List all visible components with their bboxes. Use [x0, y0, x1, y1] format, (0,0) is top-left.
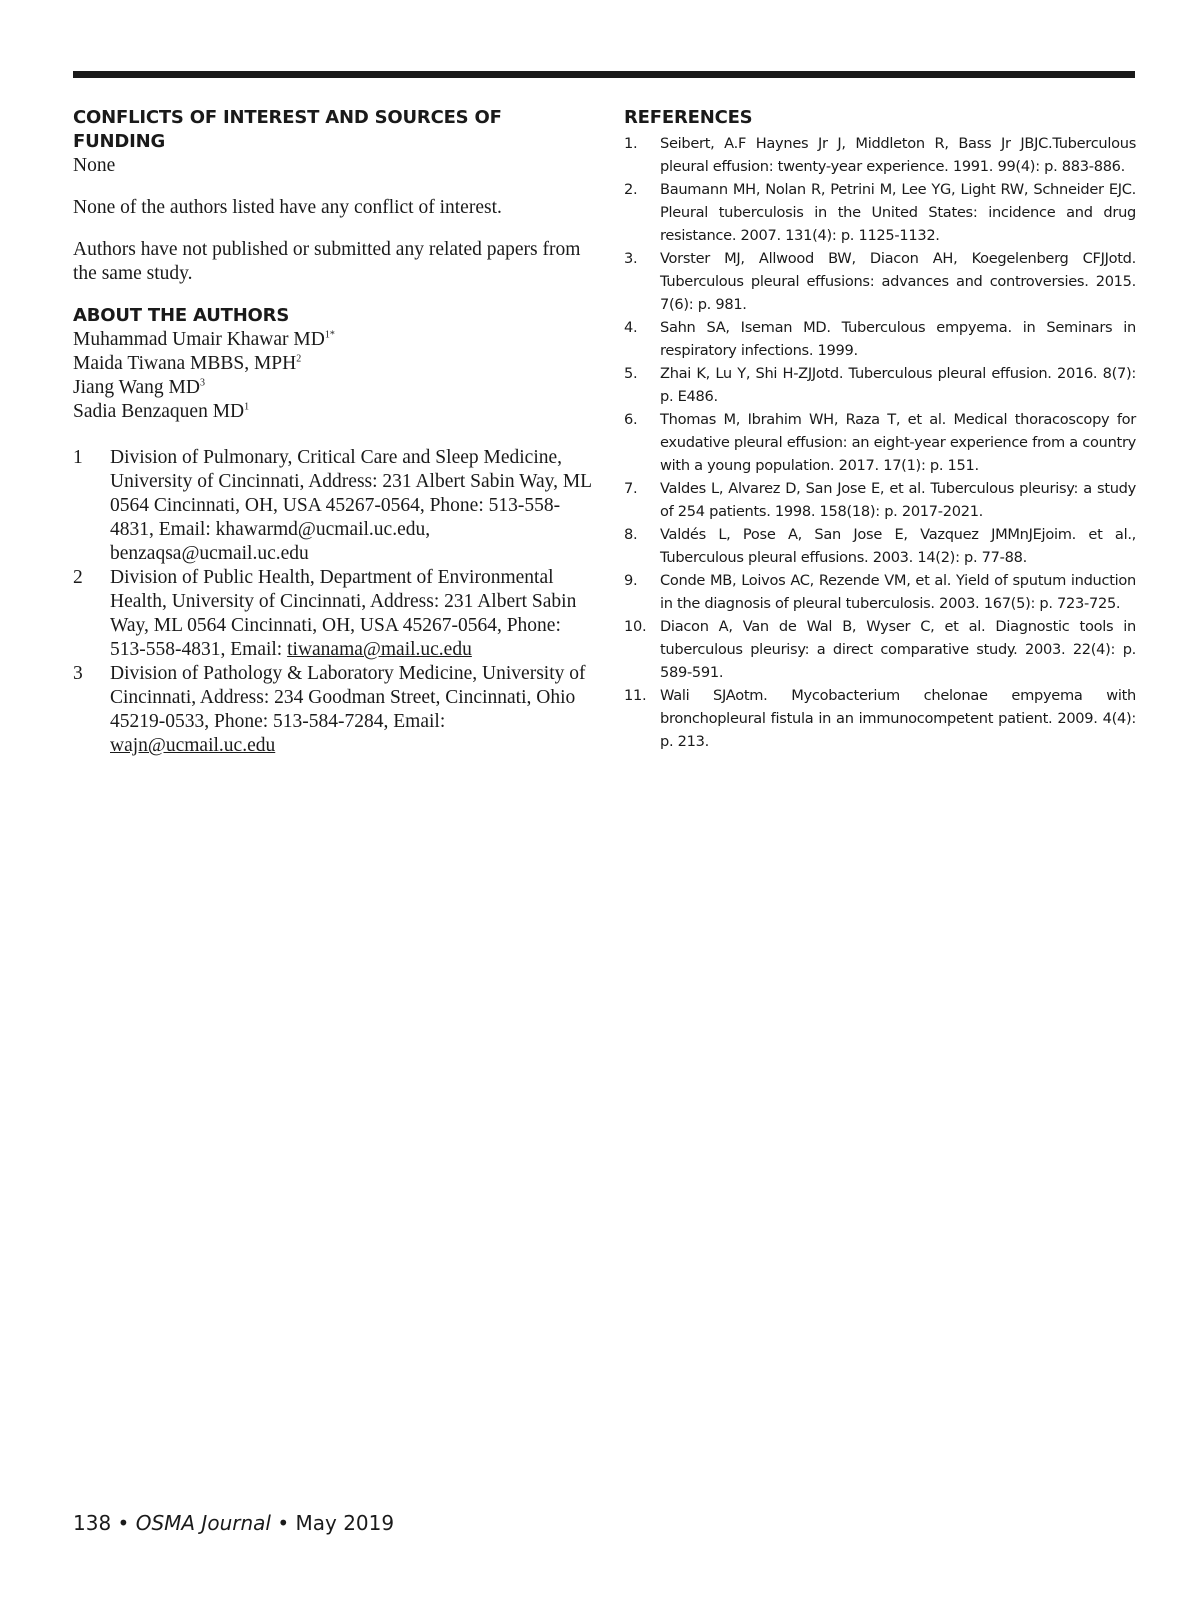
reference-text: Conde MB, Loivos AC, Rezende VM, et al. Yield of sputum induction in the diagnosis of pleural tuberculosis. 2003. 167(5): p. 723-725. — [660, 572, 1136, 612]
reference-number: 8. — [624, 526, 638, 543]
affiliation-text: Division of Pulmonary, Critical Care and Sleep Medicine, University of Cincinnati, Address: 231 Albert Sabin Way, ML 0564 Cincinnati, OH, USA 45267-0564, Phone: 513-558-4831, Email: khawarmd@ucmail.uc.edu, benzaqsa@ucmail.uc.edu — [110, 447, 592, 564]
reference-item — [624, 408, 1136, 477]
about-authors-heading: ABOUT THE AUTHORS — [73, 305, 290, 326]
issue-date: May 2019 — [295, 1511, 395, 1535]
affiliation-item — [73, 446, 593, 566]
reference-item — [624, 615, 1136, 684]
reference-text: Thomas M, Ibrahim WH, Raza T, et al. Medical thoracoscopy for exudative pleural effusion: an eight-year experience from a country with a young population. 2017. 17(1): p. 151. — [660, 411, 1136, 474]
affiliation-text: Division of Public Health, Department of Environmental Health, University of Cincinnati, Address: 231 Albert Sabin Way, ML 0564 Cincinnati, OH, USA 45267-0564, Phone: 513-558-4831, Email: tiwanama@mail.uc.edu — [110, 567, 577, 660]
reference-text: Baumann MH, Nolan R, Petrini M, Lee YG, Light RW, Schneider EJC. Pleural tuberculosis in the United States: incidence and drug resistance. 2007. 131(4): p. 1125-1132. — [660, 181, 1136, 244]
author-name: Jiang Wang $MD^3$ — [73, 377, 205, 398]
conflicts-paragraph: Authors have not published or submitted any related papers from the same study. — [73, 239, 581, 284]
conflicts-paragraph: None — [73, 155, 116, 176]
footer-bullet: • — [277, 1511, 290, 1535]
author-superscript: 2 — [296, 353, 302, 365]
conflicts-heading: CONFLICTS OF INTEREST AND SOURCES OF FUNDING — [73, 107, 502, 152]
author-name: Maida Tiwana MBBS, MPH$^2$ — [73, 353, 302, 374]
reference-item — [624, 178, 1136, 247]
reference-item — [624, 523, 1136, 569]
author-name: Muhammad Umair Khawar $MD^{1*}$ — [73, 329, 335, 350]
author-superscript: 1 — [244, 401, 250, 413]
reference-item — [624, 477, 1136, 523]
left-column — [73, 106, 593, 758]
reference-number: 11. — [624, 687, 647, 704]
reference-number: 9. — [624, 572, 638, 589]
reference-list — [624, 132, 1136, 753]
footer-bullet: • — [117, 1511, 130, 1535]
reference-text: Diacon A, Van de Wal B, Wyser C, et al. Diagnostic tools in tuberculous pleurisy: a direct comparative study. 2003. 22(4): p. 589-591. — [660, 618, 1136, 681]
reference-item — [624, 247, 1136, 316]
reference-item — [624, 362, 1136, 408]
author-superscript: 3 — [199, 377, 205, 389]
reference-text: Seibert, A.F Haynes Jr J, Middleton R, Bass Jr JBJC.Tuberculous pleural effusion: twenty-year experience. 1991. 99(4): p. 883-886. — [660, 135, 1136, 175]
author-superscript: 1* — [324, 329, 335, 341]
reference-text: Sahn SA, Iseman MD. Tuberculous empyema. in Seminars in respiratory infections. 1999. — [660, 319, 1136, 359]
affiliation-number: 3 — [73, 663, 83, 684]
reference-number: 10. — [624, 618, 647, 635]
affiliation-item — [73, 662, 593, 758]
email-link[interactable]: wajn@ucmail.uc.edu — [110, 735, 276, 756]
reference-number: 6. — [624, 411, 638, 428]
reference-item — [624, 684, 1136, 753]
reference-text: Zhai K, Lu Y, Shi H-ZJJotd. Tuberculous pleural effusion. 2016. 8(7): p. E486. — [660, 365, 1136, 405]
references-heading: REFERENCES — [624, 107, 753, 128]
reference-number: 7. — [624, 480, 638, 497]
reference-number: 2. — [624, 181, 638, 198]
affiliation-number: 2 — [73, 567, 83, 588]
reference-number: 4. — [624, 319, 638, 336]
author-list — [73, 328, 593, 424]
conflicts-paragraph: None of the authors listed have any conflict of interest. — [73, 197, 502, 218]
affiliation-list — [73, 446, 593, 758]
reference-text: Valdés L, Pose A, San Jose E, Vazquez JMMnJEjoim. et al., Tuberculous pleural effusions. 2003. 14(2): p. 77-88. — [660, 526, 1136, 566]
reference-number: 1. — [624, 135, 638, 152]
page-footer — [73, 1510, 394, 1536]
affiliation-item — [73, 566, 593, 662]
reference-text: Valdes L, Alvarez D, San Jose E, et al. Tuberculous pleurisy: a study of 254 patients. 1998. 158(18): p. 2017-2021. — [660, 480, 1136, 520]
reference-number: 3. — [624, 250, 638, 267]
email-link[interactable]: tiwanama@mail.uc.edu — [287, 639, 472, 660]
reference-number: 5. — [624, 365, 638, 382]
reference-item — [624, 569, 1136, 615]
page-number: 138 — [73, 1511, 112, 1535]
reference-item — [624, 132, 1136, 178]
reference-item — [624, 316, 1136, 362]
reference-text: Wali SJAotm. Mycobacterium chelonae empyema with bronchopleural fistula in an immunocompetent patient. 2009. 4(4): p. 213. — [660, 687, 1136, 750]
top-rule — [73, 71, 1135, 78]
affiliation-number: 1 — [73, 447, 83, 468]
journal-name: OSMA Journal — [135, 1511, 271, 1535]
reference-text: Vorster MJ, Allwood BW, Diacon AH, Koegelenberg CFJJotd. Tuberculous pleural effusions: advances and controversies. 2015. 7(6): p. 981. — [660, 250, 1136, 313]
right-column — [624, 106, 1136, 753]
author-name: Sadia Benzaquen $MD^1$ — [73, 401, 250, 422]
affiliation-text: Division of Pathology & Laboratory Medicine, University of Cincinnati, Address: 234 Goodman Street, Cincinnati, Ohio 45219-0533, Phone: 513-584-7284, Email: wajn@ucmail.uc.edu — [110, 663, 586, 756]
